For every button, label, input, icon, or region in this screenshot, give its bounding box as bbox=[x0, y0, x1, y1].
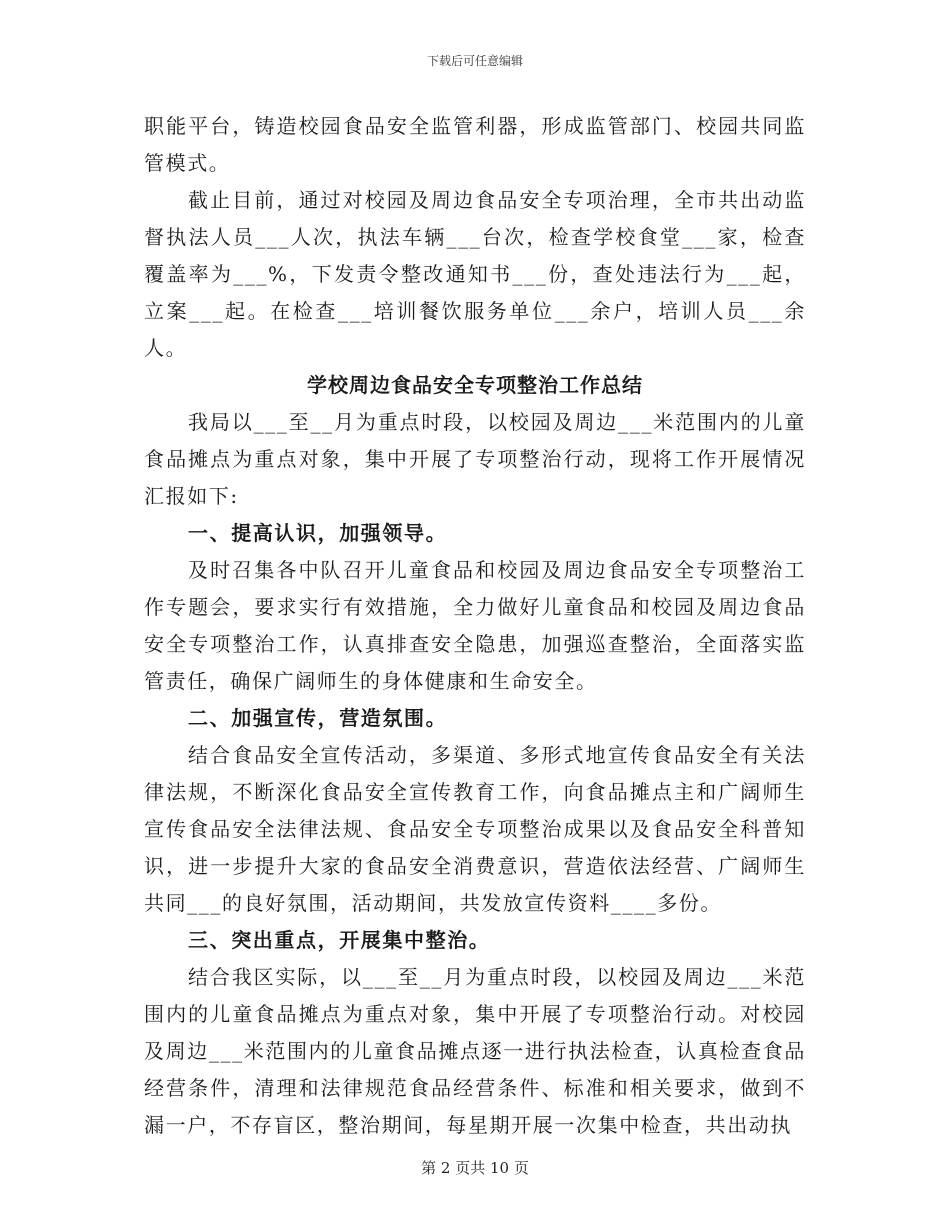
page-header-note: 下载后可任意编辑 bbox=[426, 54, 523, 68]
document-body bbox=[144, 108, 806, 1144]
section-heading-1: 一、提高认识，加强领导。 bbox=[188, 521, 448, 545]
page-number: 第 2 页共 10 页 bbox=[421, 1159, 529, 1177]
section-heading-3: 三、突出重点，开展集中整治。 bbox=[188, 928, 491, 952]
section-heading-2: 二、加强宣传，营造氛围。 bbox=[188, 706, 448, 730]
paragraph-section-2: 结合食品安全宣传活动，多渠道、多形式地宣传食品安全有关法律法规，不断深化食品安全宣传教育工作，向食品摊点主和广阔师生宣传食品安全法律法规、食品安全专项整治成果以及食品安全科普知识，进一步提升大家的食品安全消费意识，营造依法经营、广阔师生共同___的良好氛围，活动期间，共发放宣传资料____多份。 bbox=[144, 743, 806, 915]
paragraph-section-1: 及时召集各中队召开儿童食品和校园及周边食品安全专项整治工作专题会，要求实行有效措施，全力做好儿童食品和校园及周边食品安全专项整治工作，认真排查安全隐患，加强巡查整治，全面落实监管责任，确保广阔师生的身体健康和生命安全。 bbox=[144, 558, 806, 693]
document-title: 学校周边食品安全专项整治工作总结 bbox=[307, 373, 643, 397]
paragraph-intro: 我局以___至__月为重点时段，以校园及周边___米范围内的儿童食品摊点为重点对象，集中开展了专项整治行动，现将工作开展情况汇报如下: bbox=[144, 410, 806, 508]
paragraph-continuation: 职能平台，铸造校园食品安全监管利器，形成监管部门、校园共同监管模式。 bbox=[144, 114, 806, 175]
paragraph-statistics: 截止目前，通过对校园及周边食品安全专项治理，全市共出动监督执法人员___人次，执法车辆___台次，检查学校食堂___家，检查覆盖率为___%，下发责令整改通知书___份，查处违法行为___起，立案___起。在检查___培训餐饮服务单位___余户，培训人员___余人。 bbox=[144, 188, 806, 360]
paragraph-section-3: 结合我区实际，以___至__月为重点时段，以校园及周边___米范围内的儿童食品摊点为重点对象，集中开展了专项整治行动。对校园及周边___米范围内的儿童食品摊点逐一进行执法检查，认真检查食品经营条件，清理和法律规范食品经营条件、标准和相关要求，做到不漏一户，不存盲区，整治期间，每星期开展一次集中检查，共出动执 bbox=[144, 965, 806, 1137]
